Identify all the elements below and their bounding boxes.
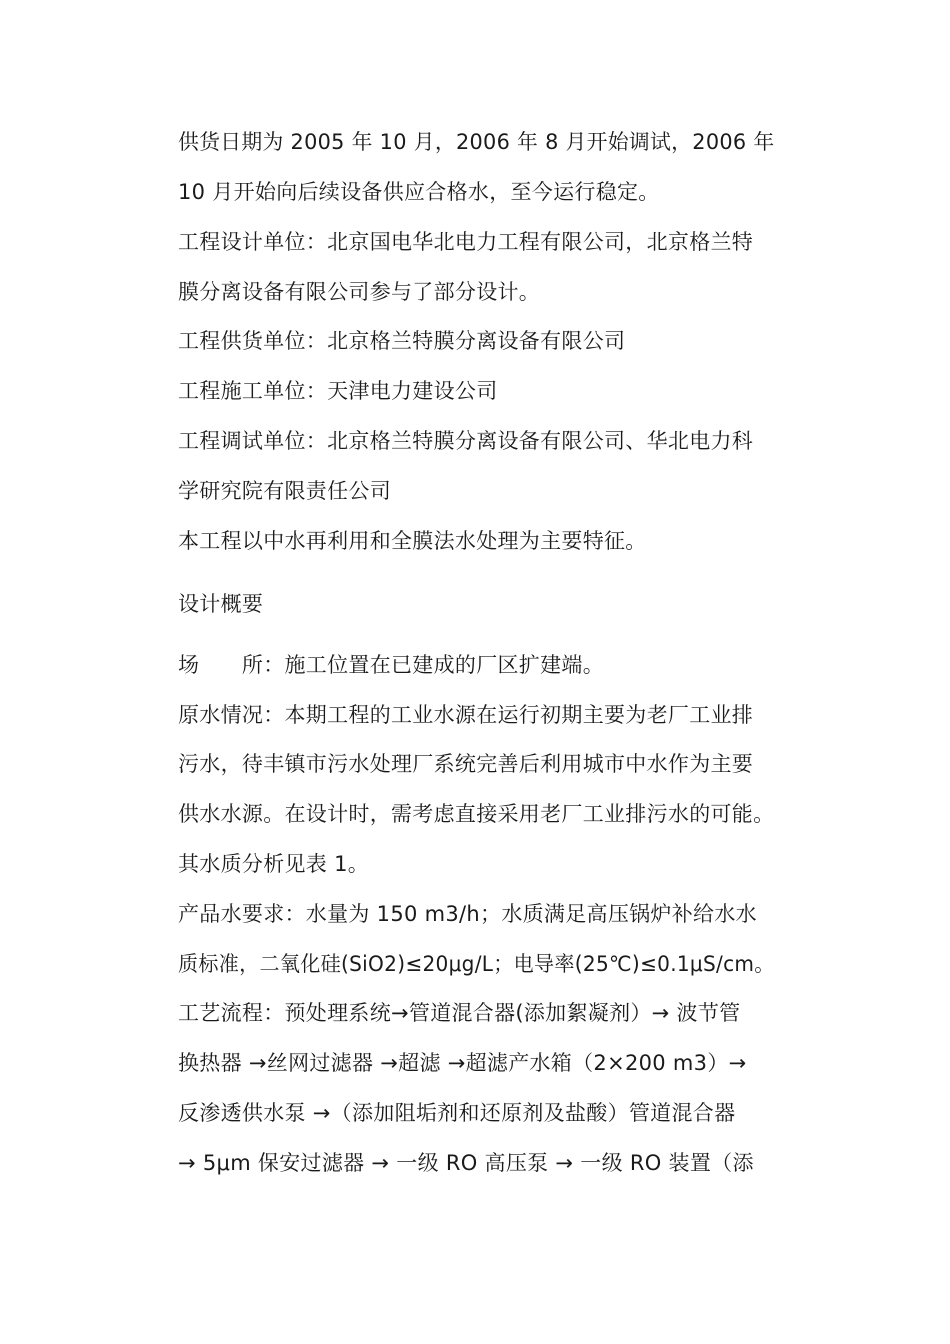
text-line: 其水质分析见表 1。 [178,852,370,876]
text-line: → 5μm 保安过滤器 → 一级 RO 高压泵 → 一级 RO 装置（添 [178,1151,754,1175]
text-line: 场 所：施工位置在已建成的厂区扩建端。 [178,653,604,677]
text-line: 产品水要求：水量为 150 m3/h；水质满足高压锅炉补给水水 [178,902,757,926]
text-line: 膜分离设备有限公司参与了部分设计。 [178,280,541,304]
text-line: 工程调试单位：北京格兰特膜分离设备有限公司、华北电力科 [178,429,754,453]
text-line: 工艺流程：预处理系统→管道混合器(添加絮凝剂）→ 波节管 [178,1001,741,1025]
text-line: 反渗透供水泵 →（添加阻垢剂和还原剂及盐酸）管道混合器 [178,1101,736,1125]
text-line: 工程施工单位：天津电力建设公司 [178,379,498,403]
text-line: 换热器 →丝网过滤器 →超滤 →超滤产水箱（2×200 m3）→ [178,1051,747,1075]
text-line: 10 月开始向后续设备供应合格水，至今运行稳定。 [178,180,660,204]
text-line: 工程设计单位：北京国电华北电力工程有限公司，北京格兰特 [178,230,754,254]
text-line: 供水水源。在设计时，需考虑直接采用老厂工业排污水的可能。 [178,802,775,826]
text-line: 质标准，二氧化硅(SiO2)≤20μg/L；电导率(25℃)≤0.1μS/cm。 [178,952,775,976]
text-line: 原水情况：本期工程的工业水源在运行初期主要为老厂工业排 [178,703,754,727]
text-line: 污水，待丰镇市污水处理厂系统完善后利用城市中水作为主要 [178,752,754,776]
text-line: 工程供货单位：北京格兰特膜分离设备有限公司 [178,329,626,353]
section-heading: 设计概要 [178,592,264,616]
text-line: 供货日期为 2005 年 10 月，2006 年 8 月开始调试，2006 年 [178,130,775,154]
text-line: 学研究院有限责任公司 [178,479,391,503]
text-line: 本工程以中水再利用和全膜法水处理为主要特征。 [178,529,647,553]
